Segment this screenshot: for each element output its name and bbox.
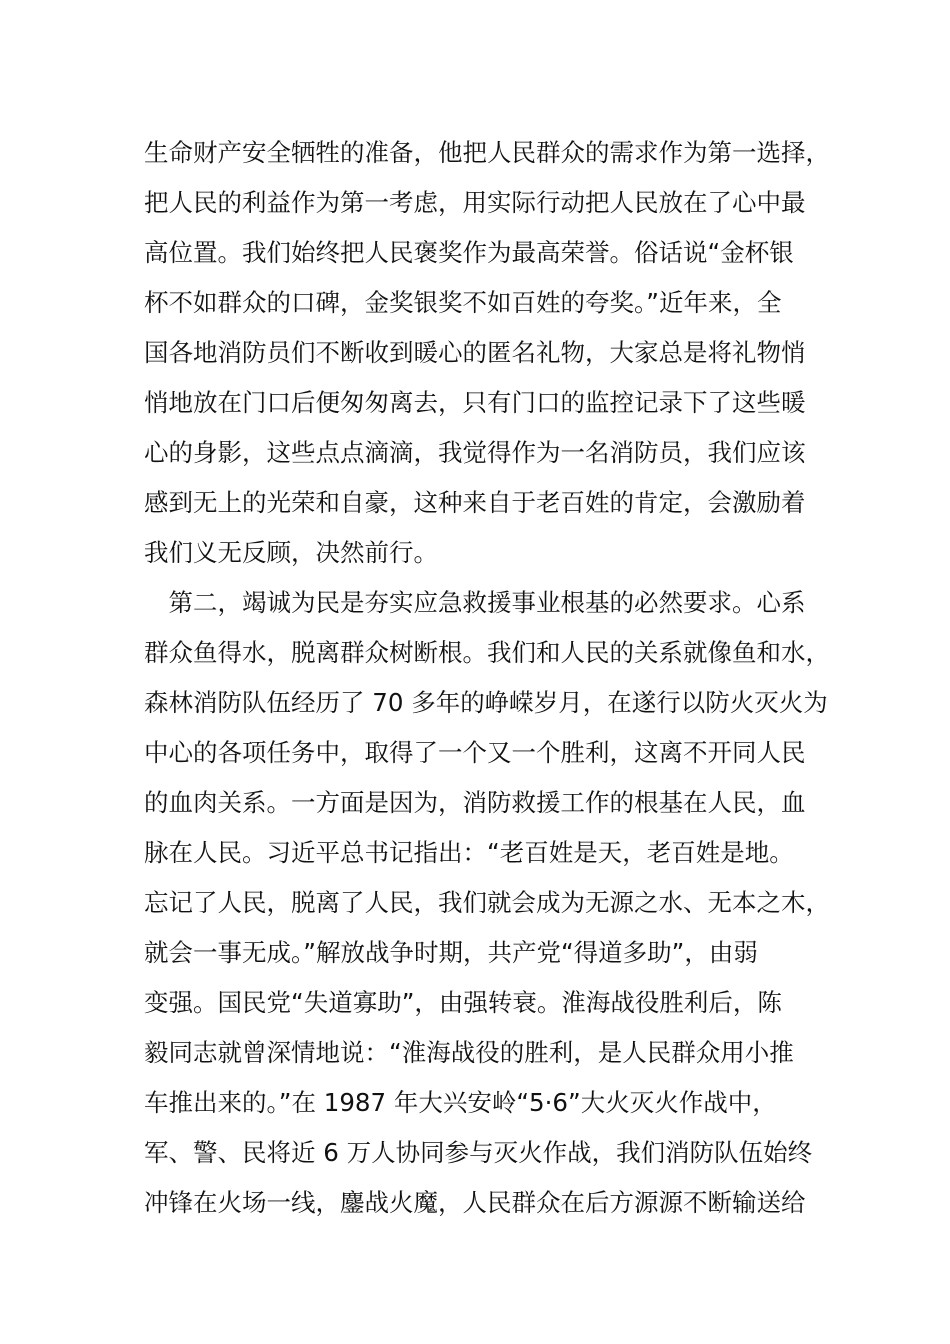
text-line: 杯不如群众的口碑，金奖银奖不如百姓的夸奖。”近年来，全 [144,288,782,317]
text-line: 军、警、民将近 6 万人协同参与灭火作战，我们消防队伍始终 [144,1138,813,1167]
text-line: 就会一事无成。”解放战争时期，共产党“得道多助”，由弱 [144,938,758,967]
text-line: 国各地消防员们不断收到暖心的匿名礼物，大家总是将礼物悄 [144,338,806,367]
paragraph-start-line: 第二，竭诚为民是夯实应急救援事业根基的必然要求。心系 [144,588,806,617]
body-text [144,128,830,1228]
text-line: 把人民的利益作为第一考虑，用实际行动把人民放在了心中最 [144,188,806,217]
text-line: 感到无上的光荣和自豪，这种来自于老百姓的肯定，会激励着 [144,488,806,517]
text-line: 的血肉关系。一方面是因为，消防救援工作的根基在人民，血 [144,788,806,817]
text-line: 脉在人民。习近平总书记指出：“老百姓是天，老百姓是地。 [144,838,794,867]
text-line: 悄地放在门口后便匆匆离去，只有门口的监控记录下了这些暖 [144,388,806,417]
text-line: 心的身影，这些点点滴滴，我觉得作为一名消防员，我们应该 [144,438,806,467]
text-line: 高位置。我们始终把人民褒奖作为最高荣誉。俗话说“金杯银 [144,238,794,267]
text-line: 车推出来的。”在 1987 年大兴安岭“5·6”大火灭火作战中， [144,1088,777,1117]
text-line: 忘记了人民，脱离了人民，我们就会成为无源之水、无本之木， [144,888,830,917]
text-line: 森林消防队伍经历了 70 多年的峥嵘岁月，在遂行以防火灭火为 [144,688,828,717]
text-line: 群众鱼得水，脱离群众树断根。我们和人民的关系就像鱼和水， [144,638,830,667]
text-line: 变强。国民党“失道寡助”，由强转衰。淮海战役胜利后，陈 [144,988,782,1017]
text-line: 生命财产安全牺牲的准备，他把人民群众的需求作为第一选择， [144,138,830,167]
text-line: 冲锋在火场一线，鏖战火魔，人民群众在后方源源不断输送给 [144,1188,806,1217]
text-line: 毅同志就曾深情地说：“淮海战役的胜利，是人民群众用小推 [144,1038,794,1067]
text-line: 中心的各项任务中，取得了一个又一个胜利，这离不开同人民 [144,738,806,767]
text-line: 我们义无反顾，决然前行。 [144,538,438,567]
